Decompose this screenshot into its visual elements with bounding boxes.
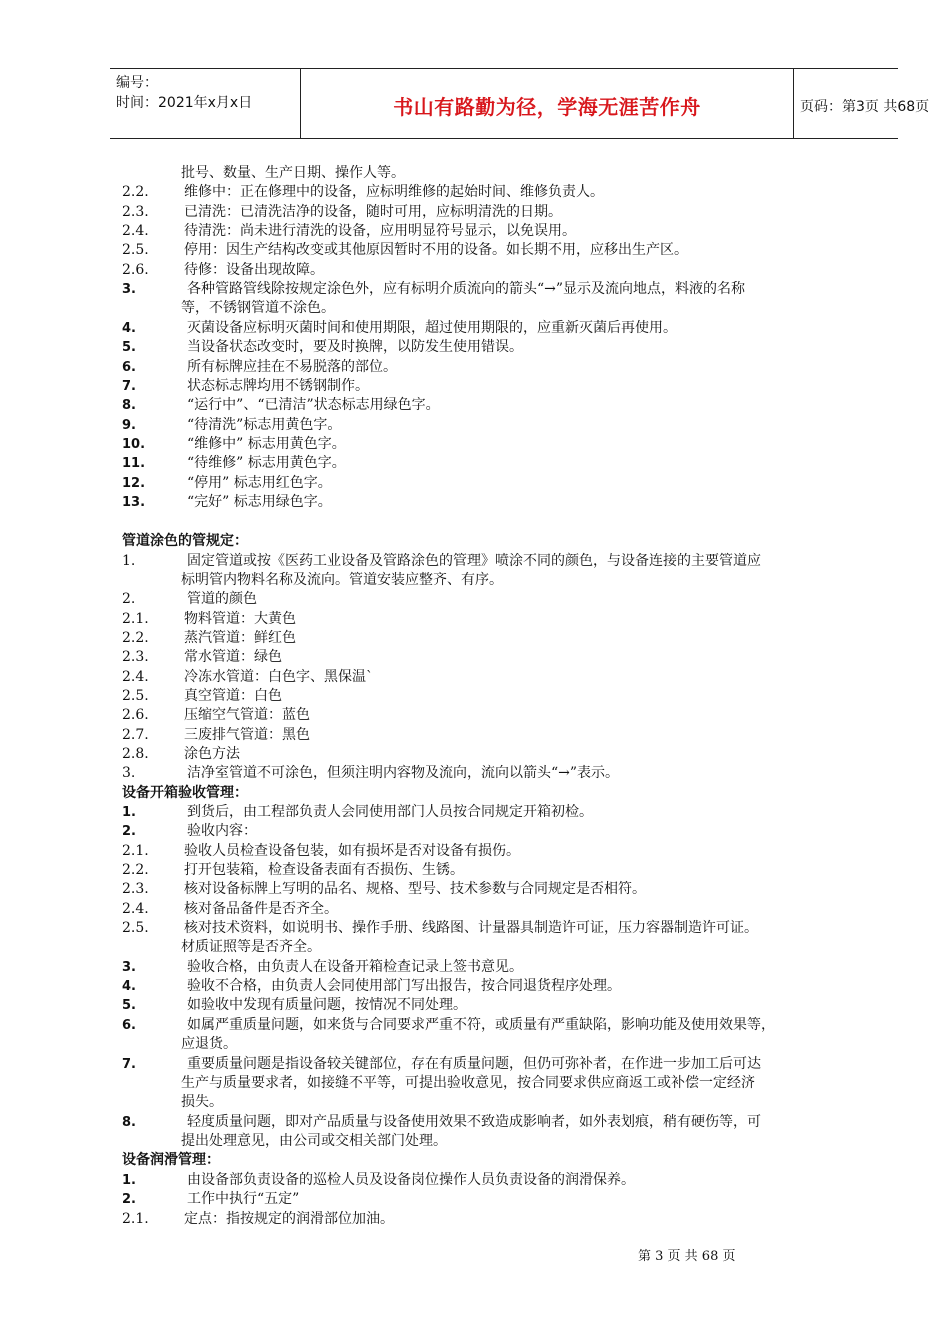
item-number: 2.3. — [122, 204, 149, 220]
item-text: “待维修” 标志用黄色字。 — [187, 455, 346, 471]
item-number: 5. — [122, 998, 136, 1013]
item-number: 2.4. — [122, 669, 149, 685]
item-text: 生产与质量要求者，如接缝不平等，可提出验收意见，按合同要求供应商返工或补偿一定经济 — [181, 1075, 755, 1091]
item-number: 9. — [122, 418, 136, 433]
item-number: 2.1. — [122, 1211, 149, 1227]
item-number: 2.2. — [122, 184, 149, 200]
item-number: 2.4. — [122, 223, 149, 239]
item-text: 到货后，由工程部负责人会同使用部门人员按合同规定开箱初检。 — [187, 804, 593, 820]
item-number: 7. — [122, 1057, 136, 1072]
item-text: 固定管道或按《医药工业设备及管路涂色的管理》喷涂不同的颜色，与设备连接的主要管道应 — [187, 553, 761, 569]
item-text: “维修中” 标志用黄色字。 — [187, 436, 346, 452]
item-number: 2.1. — [122, 611, 149, 627]
item-text: 停用：因生产结构改变或其他原因暂时不用的设备。如长期不用，应移出生产区。 — [184, 242, 688, 258]
code-label: 编号： — [116, 75, 158, 91]
item-text: “运行中”、“已清洁”状态标志用绿色字。 — [187, 397, 440, 413]
item-text: 如属严重质量问题，如来货与合同要求严重不符，或质量有严重缺陷，影响功能及使用效果等， — [187, 1017, 775, 1033]
section-heading-text: 设备开箱验收管理： — [122, 785, 248, 801]
item-text: 核对备品备件是否齐全。 — [184, 901, 338, 917]
item-text: 核对设备标牌上写明的品名、规格、型号、技术参数与合同规定是否相符。 — [184, 881, 646, 897]
item-number: 8. — [122, 1115, 136, 1130]
item-number: 12. — [122, 476, 146, 491]
item-number: 8. — [122, 398, 136, 413]
item-text: 已清洗：已清洗洁净的设备，随时可用，应标明清洗的日期。 — [184, 204, 562, 220]
item-text: “停用” 标志用红色字。 — [187, 475, 332, 491]
item-text: 由设备部负责设备的巡检人员及设备岗位操作人员负责设备的润滑保养。 — [187, 1172, 635, 1188]
item-number: 2.5. — [122, 920, 149, 936]
item-text: 蒸汽管道：鲜红色 — [184, 630, 296, 646]
item-number: 2. — [122, 824, 136, 839]
item-text: 等，不锈钢管道不涂色。 — [181, 300, 335, 316]
item-number: 1. — [122, 805, 136, 820]
section-heading-text: 管道涂色的管规定： — [122, 533, 248, 549]
item-number: 1. — [122, 553, 136, 569]
item-number: 10. — [122, 437, 146, 452]
item-text: 各种管路管线除按规定涂色外，应有标明介质流向的箭头“→”显示及流向地点，料液的名称 — [187, 281, 746, 297]
item-number: 2.2. — [122, 862, 149, 878]
item-number: 4. — [122, 979, 136, 994]
item-text: 物料管道：大黄色 — [184, 611, 296, 627]
item-text: 冷冻水管道：白色字、黑保温` — [184, 669, 373, 685]
item-number: 2. — [122, 1192, 136, 1207]
item-text: 三废排气管道：黑色 — [184, 727, 310, 743]
item-text: 材质证照等是否齐全。 — [181, 939, 321, 955]
page-info: 页码：第3页 共68页 — [800, 99, 930, 115]
item-number: 7. — [122, 379, 136, 394]
item-text: 验收合格，由负责人在设备开箱检查记录上签书意见。 — [187, 959, 523, 975]
section-heading-text: 设备润滑管理： — [122, 1152, 220, 1168]
item-text: 维修中：正在修理中的设备，应标明维修的起始时间、维修负责人。 — [184, 184, 604, 200]
item-number: 2.7. — [122, 727, 149, 743]
item-text: 应退货。 — [181, 1036, 237, 1052]
item-text: 涂色方法 — [184, 746, 240, 762]
motto: 书山有路勤为径，学海无涯苦作舟 — [393, 95, 701, 119]
item-text: 损失。 — [181, 1094, 223, 1110]
item-text: 定点：指按规定的润滑部位加油。 — [184, 1211, 394, 1227]
item-text: 洁净室管道不可涂色，但须注明内容物及流向，流向以箭头“→”表示。 — [187, 765, 620, 781]
item-text: 重要质量问题是指设备较关键部位，存在有质量问题，但仍可弥补者，在作进一步加工后可达 — [187, 1056, 761, 1072]
item-text: 所有标牌应挂在不易脱落的部位。 — [187, 359, 397, 375]
item-text: 待清洗：尚未进行清洗的设备，应用明显符号显示，以免误用。 — [184, 223, 576, 239]
item-text: 真空管道：白色 — [184, 688, 282, 704]
item-number: 2.1. — [122, 843, 149, 859]
item-number: 1. — [122, 1173, 136, 1188]
item-number: 2.6. — [122, 262, 149, 278]
item-number: 2.5. — [122, 242, 149, 258]
item-number: 3. — [122, 960, 136, 975]
item-number: 2. — [122, 591, 136, 607]
item-number: 2.4. — [122, 901, 149, 917]
item-text: 常水管道：绿色 — [184, 649, 282, 665]
item-number: 6. — [122, 1018, 136, 1033]
item-number: 2.3. — [122, 881, 149, 897]
item-text: “完好” 标志用绿色字。 — [187, 494, 332, 510]
time-label: 时间：2021年x月x日 — [116, 95, 253, 111]
item-number: 4. — [122, 321, 136, 336]
item-number: 3. — [122, 765, 136, 781]
item-number: 13. — [122, 495, 146, 510]
item-text: 工作中执行“五定” — [187, 1191, 300, 1207]
item-number: 2.5. — [122, 688, 149, 704]
item-text: 轻度质量问题，即对产品质量与设备使用效果不致造成影响者，如外表划痕，稍有硬伤等，可 — [187, 1114, 761, 1130]
item-number: 6. — [122, 360, 136, 375]
item-number: 2.2. — [122, 630, 149, 646]
item-text: 管道的颜色 — [187, 591, 257, 607]
item-text: 灭菌设备应标明灭菌时间和使用期限，超过使用期限的，应重新灭菌后再使用。 — [187, 320, 677, 336]
item-text: “待清洗”标志用黄色字。 — [187, 417, 342, 433]
item-text: 当设备状态改变时，要及时换牌，以防发生使用错误。 — [187, 339, 523, 355]
item-text: 压缩空气管道：蓝色 — [184, 707, 310, 723]
item-text: 打开包装箱，检查设备表面有否损伤、生锈。 — [184, 862, 464, 878]
item-number: 11. — [122, 456, 146, 471]
item-number: 2.3. — [122, 649, 149, 665]
item-text: 提出处理意见，由公司或交相关部门处理。 — [181, 1133, 447, 1149]
item-number: 3. — [122, 282, 136, 297]
item-number: 2.6. — [122, 707, 149, 723]
item-text: 验收内容： — [187, 823, 257, 839]
item-number: 5. — [122, 340, 136, 355]
item-text: 如验收中发现有质量问题，按情况不同处理。 — [187, 997, 467, 1013]
item-text: 待修：设备出现故障。 — [184, 262, 324, 278]
item-number: 2.8. — [122, 746, 149, 762]
item-text: 验收不合格，由负责人会同使用部门写出报告，按合同退货程序处理。 — [187, 978, 621, 994]
item-text: 标明管内物料名称及流向。管道安装应整齐、有序。 — [181, 572, 503, 588]
item-text: 核对技术资料，如说明书、操作手册、线路图、计量器具制造许可证，压力容器制造许可证。 — [184, 920, 758, 936]
page-footer — [0, 1245, 950, 1265]
item-text: 批号、数量、生产日期、操作人等。 — [181, 165, 405, 181]
item-text: 状态标志牌均用不锈钢制作。 — [187, 378, 369, 394]
item-text: 验收人员检查设备包装，如有损坏是否对设备有损伤。 — [184, 843, 520, 859]
footer-page-number: 第 3 页 共 68 页 — [638, 1249, 736, 1264]
